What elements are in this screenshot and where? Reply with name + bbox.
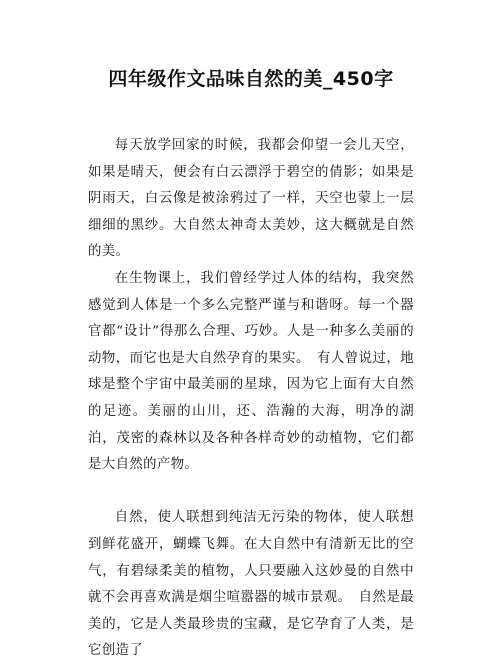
document-body (88, 133, 414, 665)
paragraph-3: 自然，使人联想到纯洁无污染的物体，使人联想到鲜花盛开，蝴蝶飞舞。在大自然中有清新无比的空气，有碧绿柔美的植物，人只要融入这妙曼的自然中就不会再喜欢满是烟尘喧嚣器的城市景观。 自然是最美的，它是人类最珍贵的宝藏，是它孕育了人类，是它创造了 (88, 510, 414, 659)
paragraph-2: 在生物课上，我们曾经学过人体的结构，我突然感觉到人体是一个多么完整严谨与和谐呀。每一个器官都“设计”得那么合理、巧妙。人是一种多么美丽的动物，而它也是大自然孕育的果实。 有人曾说过，地球是整个宇宙中最美丽的星球，因为它上面有大自然的足迹。美丽的山川，还、浩瀚的大海，明净的湖泊，茂密的森林以及各种各样奇妙的动植物，它们都是大自然的产物。 (88, 270, 414, 473)
paragraph-spacer (88, 479, 414, 506)
paragraph-1: 每天放学回家的时候，我都会仰望一会儿天空，如果是晴天，便会有白云漂浮于碧空的倩影；如果是阴雨天，白云像是被涂鸦过了一样，天空也蒙上一层细细的黑纱。大自然太神奇太美妙，这大概就是自然的美。 (88, 138, 414, 260)
document-title: 四年级作文品味自然的美_450字 (108, 68, 394, 90)
